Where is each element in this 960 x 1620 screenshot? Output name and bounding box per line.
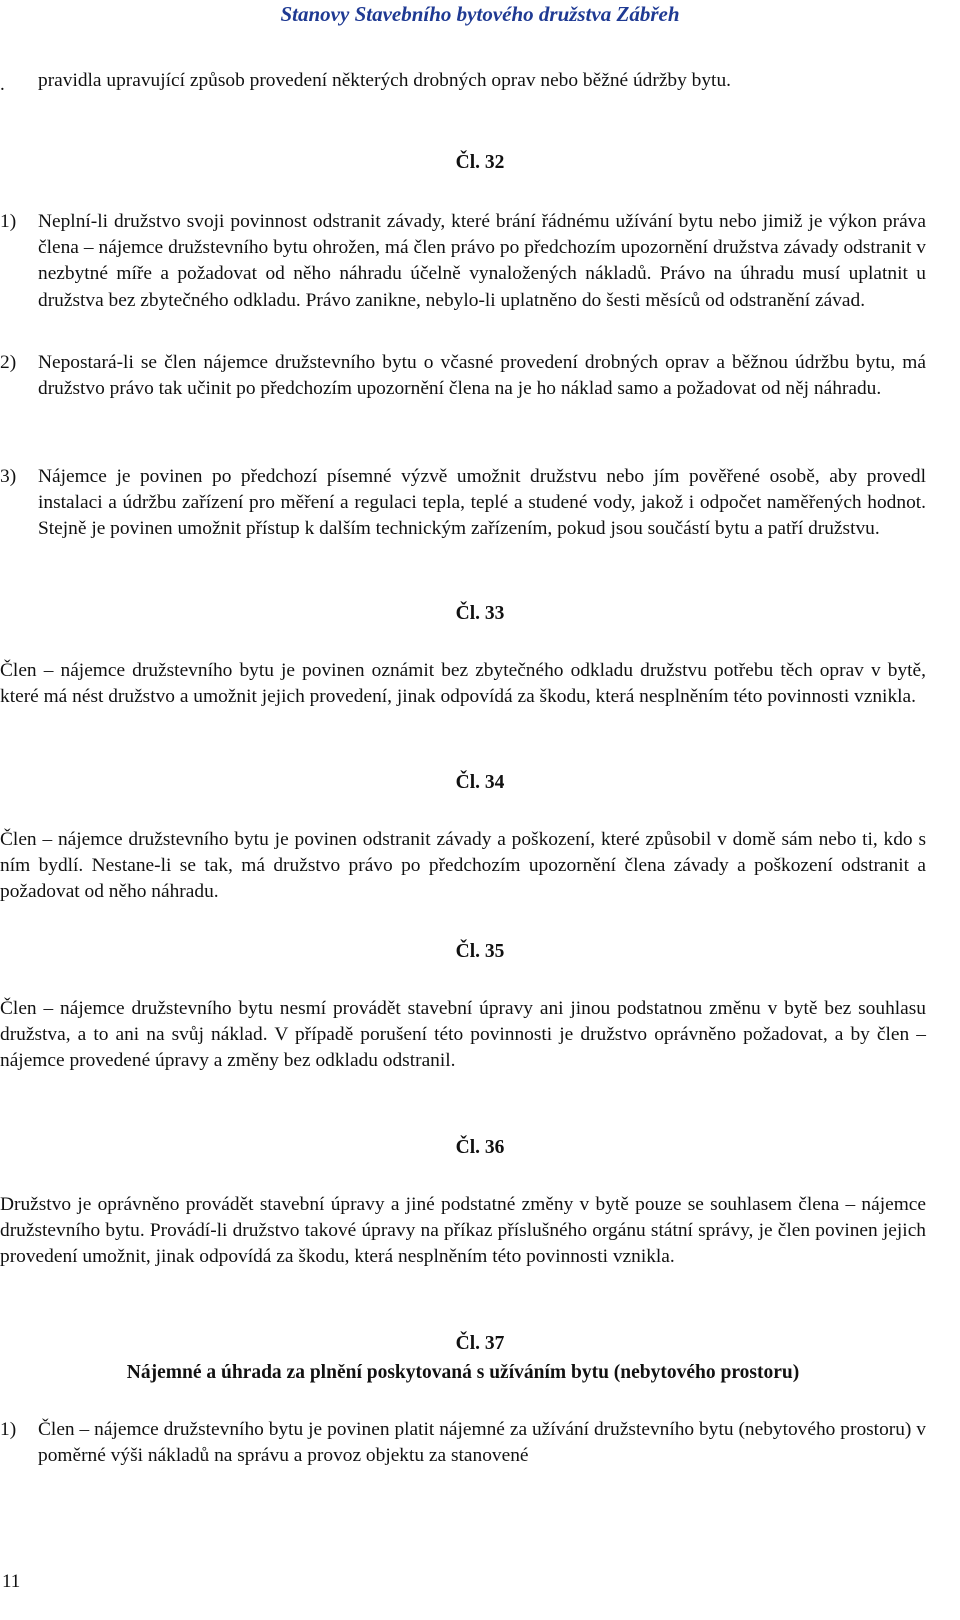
intro-line: pravidla upravující způsob provedení některých drobných oprav nebo běžné údržby bytu. bbox=[38, 70, 731, 91]
article-32-heading: Čl. 32 bbox=[455, 152, 505, 173]
article-36-text: Družstvo je oprávněno provádět stavební úpravy a jiné podstatné změny v bytě pouze se souhlasem člena – nájemce družstevního bytu. Provádí-li družstvo takové úpravy na příkaz příslušného orgánu státní správy, je člen povinen jejich provedení umožnit, jinak odpovídá za škodu, která nesplněním této povinnosti vznikla. bbox=[0, 1194, 926, 1268]
article-35-text: Člen – nájemce družstevního bytu nesmí provádět stavební úpravy ani jinou podstatnou změnu v bytě bez souhlasu družstva, a to ani na svůj náklad. V případě porušení této povinnosti je družstvo oprávněno požadovat, a by člen – nájemce provedené úpravy a změny bez odkladu odstranil. bbox=[0, 998, 926, 1072]
article-33-text: Člen – nájemce družstevního bytu je povinen oznámit bez zbytečného odkladu družstvu potřebu těch oprav v bytě, které má nést družstvo a umožnit jejich provedení, jinak odpovídá za škodu, která nesplněním této povinnosti vznikla. bbox=[0, 660, 926, 708]
art32-item-3-number: 3) bbox=[0, 466, 17, 487]
stray-mark: . bbox=[0, 74, 5, 95]
article-37-heading: Čl. 37 bbox=[455, 1333, 505, 1354]
article-34-text: Člen – nájemce družstevního bytu je povinen odstranit závady a poškození, které způsobil v domě sám nebo ti, kdo s ním bydlí. Nestane-li se tak, má družstvo právo po předchozím upozornění člena závady a poškození odstranit a požadovat od něho náhradu. bbox=[0, 829, 926, 903]
art37-item-1-number: 1) bbox=[0, 1419, 17, 1440]
art32-item-3-text: Nájemce je povinen po předchozí písemné výzvě umožnit družstvu nebo jím pověřené osobě, aby provedl instalaci a údržbu zařízení pro měření a regulaci tepla, teplé a studené vody, jakož i odpočet naměřených hodnot. Stejně je povinen umožnit přístup k dalším technickým zařízením, pokud jsou součástí bytu a patří družstvu. bbox=[38, 466, 926, 540]
article-37-subheading: Nájemné a úhrada za plnění poskytovaná s užíváním bytu (nebytového prostoru) bbox=[126, 1362, 800, 1383]
article-33-heading: Čl. 33 bbox=[455, 603, 505, 624]
article-35-heading: Čl. 35 bbox=[455, 941, 505, 962]
article-34-heading: Čl. 34 bbox=[455, 772, 505, 793]
art32-item-1-number: 1) bbox=[0, 211, 17, 232]
art32-item-1-text: Neplní-li družstvo svoji povinnost odstranit závady, které brání řádnému užívání bytu nebo jimiž je výkon práva člena – nájemce družstevního bytu ohrožen, má člen právo po předchozím upozornění družstva závady odstranit v nezbytné míře a požadovat od něho náhradu účelně vynaložených nákladů. Právo na úhradu musí uplatnit u družstva bez zbytečného odkladu. Právo zanikne, nebylo-li uplatněno do šesti měsíců od odstranění závad. bbox=[38, 211, 926, 311]
article-36-heading: Čl. 36 bbox=[455, 1137, 505, 1158]
page-number: 11 bbox=[2, 1571, 21, 1592]
running-header: Stanovy Stavebního bytového družstva Zábřeh bbox=[280, 2, 680, 26]
art37-item-1-text: Člen – nájemce družstevního bytu je povinen platit nájemné za užívání družstevního bytu (nebytového prostoru) v poměrné výši nákladů na správu a provoz objektu za stanovené bbox=[38, 1419, 926, 1467]
art32-item-2-text: Nepostará-li se člen nájemce družstevního bytu o včasné provedení drobných oprav a běžnou údržbu bytu, má družstvo právo tak učinit po předchozím upozornění člena na je ho náklad samo a požadovat od něj náhradu. bbox=[38, 352, 926, 400]
art32-item-2-number: 2) bbox=[0, 352, 17, 373]
